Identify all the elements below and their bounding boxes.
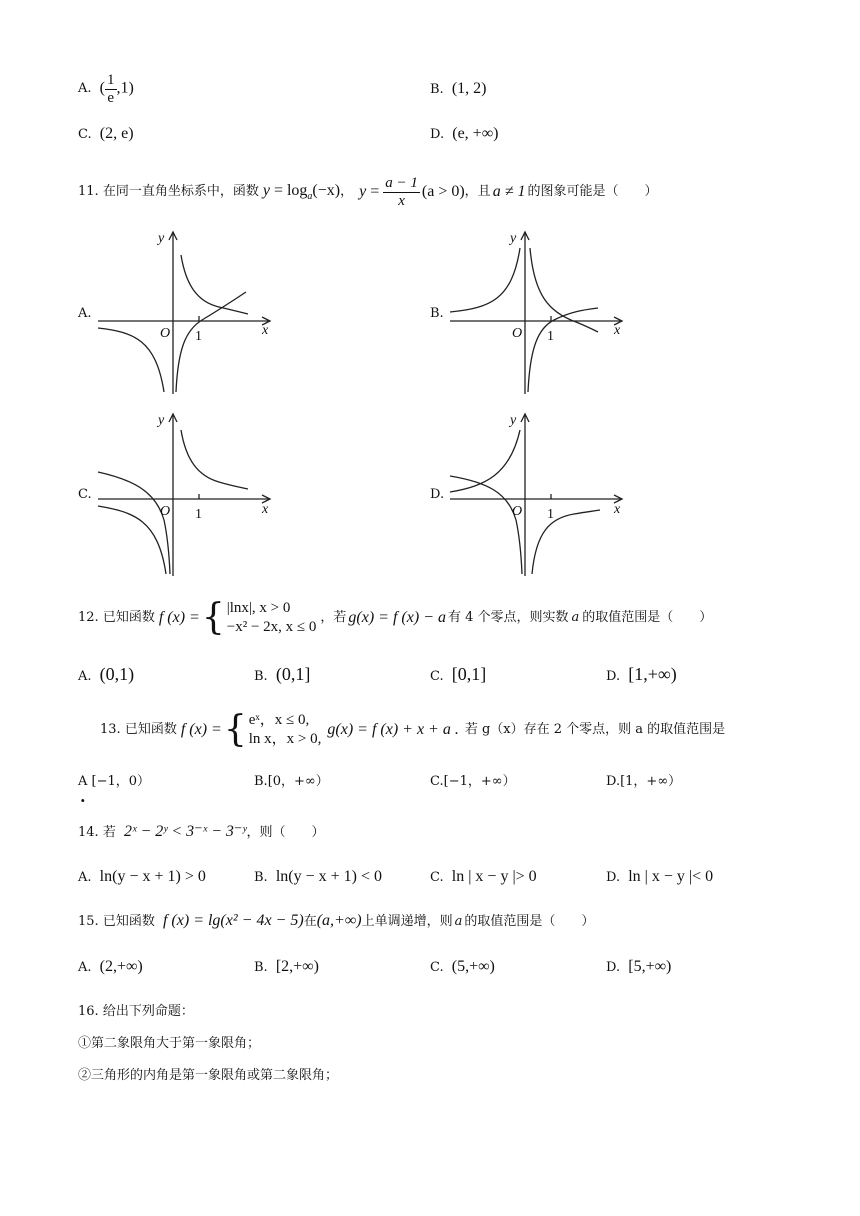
piecewise-brace: { bbox=[201, 597, 225, 638]
graph-d bbox=[446, 410, 636, 580]
q15-option-b: B. [2,+∞) bbox=[254, 958, 319, 975]
q12-option-d: D. [1,+∞) bbox=[606, 664, 677, 684]
origin-label: O bbox=[160, 504, 171, 519]
graph-label-b: B. bbox=[430, 306, 444, 321]
q11-stem: 11. 在同一直角坐标系中，函数 $y = \log_a(-x)$ ， y = $\frac{a - 1}{x}$ (a > 0) ，且 a ≠ 1 的图象可能是（ ） bbox=[78, 175, 658, 209]
q16-stem: 16. 给出下列命题： bbox=[78, 1004, 194, 1019]
tick-one-label: 1 bbox=[547, 507, 554, 522]
case-1: eˣ，x ≤ 0, bbox=[248, 711, 310, 728]
q10-option-b: B. (1, 2) bbox=[430, 80, 487, 97]
axis-y-label: y bbox=[158, 231, 165, 246]
graph-label-d: D. bbox=[430, 487, 445, 502]
origin-label: O bbox=[512, 504, 523, 519]
tick-one-label: 1 bbox=[195, 329, 202, 344]
q12-option-b: B. (0,1] bbox=[254, 664, 311, 684]
q14-stem: 14. 若 2ˣ − 2ʸ < 3⁻ˣ − 3⁻ʸ，则（ ） bbox=[78, 823, 325, 840]
q15-option-a: A. (2,+∞) bbox=[78, 958, 143, 975]
graph-b bbox=[446, 228, 636, 398]
origin-label: O bbox=[512, 326, 523, 341]
axis-x-label: x bbox=[614, 323, 621, 338]
axis-y-label: y bbox=[510, 231, 517, 246]
graph-a bbox=[94, 228, 284, 398]
q13-option-c: C.[−1，+∞） bbox=[430, 774, 516, 789]
axis-x-label: x bbox=[614, 502, 621, 517]
q14-option-b: B. ln(y − x + 1) < 0 bbox=[254, 868, 382, 885]
q13-option-d: D.[1，+∞） bbox=[606, 774, 682, 789]
q14-option-d: D. ln | x − y |< 0 bbox=[606, 868, 714, 885]
case-1: |lnx|, x > 0 bbox=[226, 599, 291, 616]
q13-stem: 13. 已知函数 f (x) = { eˣ，x ≤ 0, ln x，x > 0, g(x) = f (x) + x + a . 若 g（x）存在 2 个零点，则 a 的取值范围是 bbox=[100, 709, 726, 750]
axis-x-label: x bbox=[262, 323, 269, 338]
axis-y-label: y bbox=[158, 413, 165, 428]
q10-option-a bbox=[78, 72, 134, 106]
q16-item-2: ②三角形的内角是第一象限角或第二象限角； bbox=[78, 1068, 339, 1083]
graph-label-a: A. bbox=[78, 306, 92, 321]
q15-stem: 15. 已知函数 f (x) = lg(x² − 4x − 5)在(a,+∞)上单调递增，则 a 的取值范围是（ ） bbox=[78, 912, 595, 929]
case-2: ln x，x > 0, bbox=[248, 731, 322, 747]
q14-option-c: C. ln | x − y |> 0 bbox=[430, 868, 537, 885]
q10-option-c: C. (2, e) bbox=[78, 125, 134, 142]
axis-x-label: x bbox=[262, 502, 269, 517]
case-2: −x² − 2x, x ≤ 0 bbox=[226, 619, 317, 635]
q13-option-a: A [−1，0） bbox=[78, 774, 151, 789]
tick-one-label: 1 bbox=[195, 507, 202, 522]
graph-c bbox=[94, 410, 284, 580]
q16-item-1: ①第二象限角大于第一象限角； bbox=[78, 1036, 261, 1051]
q12-option-c: C. [0,1] bbox=[430, 664, 487, 684]
origin-label: O bbox=[160, 326, 171, 341]
q12-stem: 12. 已知函数 f (x) = { |lnx|, x > 0 −x² − 2x, x ≤ 0 ，若 g(x) = f (x) − a 有 4 个零点，则实数 a 的取值范围是（ ） bbox=[78, 597, 713, 638]
q13-option-b: B.[0，+∞） bbox=[254, 774, 329, 789]
q14-option-a: A. ln(y − x + 1) > 0 bbox=[78, 868, 206, 885]
q10-option-d: D. (e, +∞) bbox=[430, 125, 499, 142]
option-label: A. bbox=[78, 81, 92, 97]
axis-y-label: y bbox=[510, 413, 517, 428]
tick-one-label: 1 bbox=[547, 329, 554, 344]
q13-dot: . bbox=[80, 787, 86, 806]
option-value: ( $\frac{1}{e}$ ,1) bbox=[99, 72, 134, 106]
q15-option-c: C. (5,+∞) bbox=[430, 958, 495, 975]
q15-option-d: D. [5,+∞) bbox=[606, 958, 672, 975]
q12-option-a: A. (0,1) bbox=[78, 664, 135, 684]
graph-label-c: C. bbox=[78, 487, 92, 502]
piecewise-brace: { bbox=[223, 709, 247, 750]
